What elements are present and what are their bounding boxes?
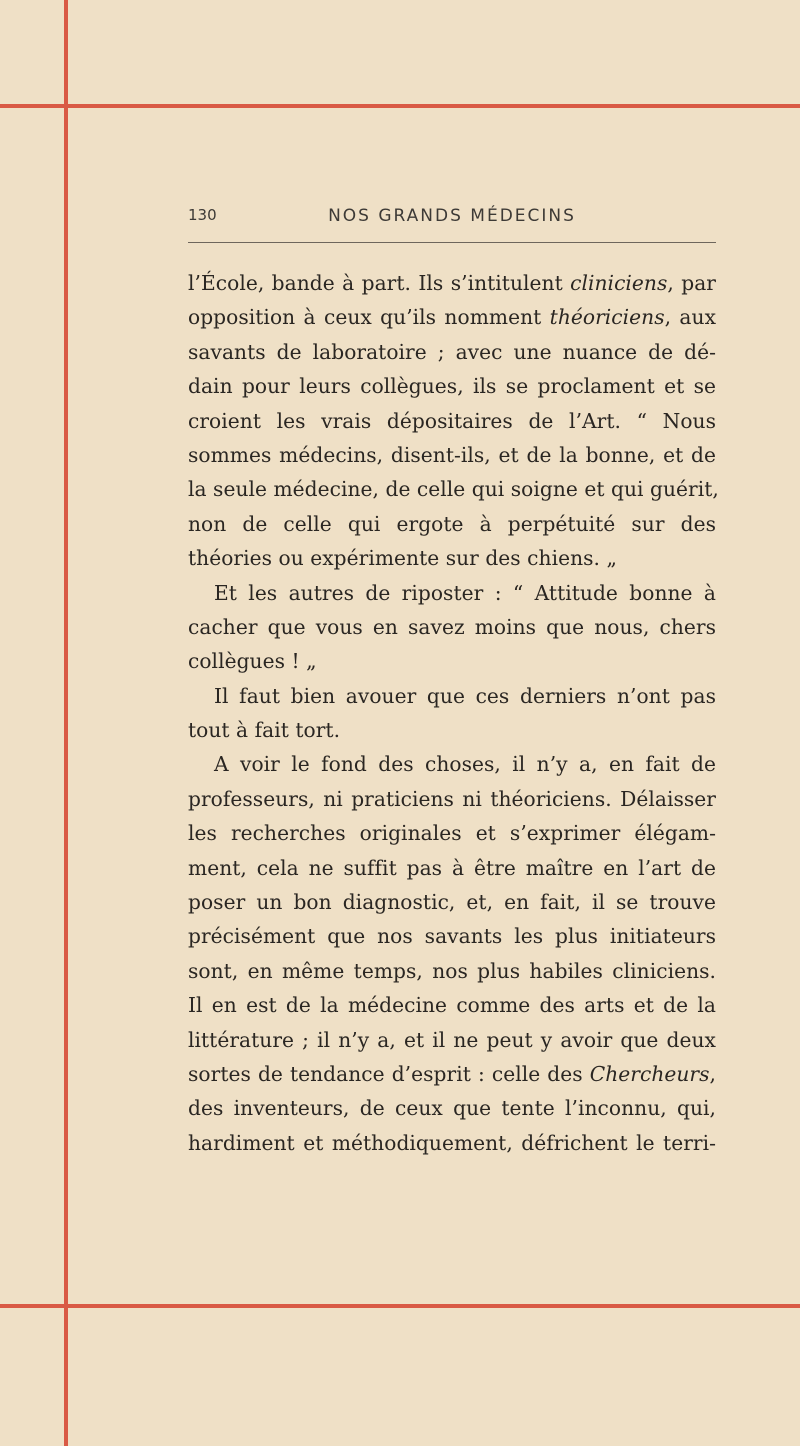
text-line-content: théories ou expérimente sur des chiens. „ bbox=[188, 546, 617, 571]
text-line-content: poser un bon diagnostic, et, en fait, il se trouve bbox=[188, 890, 716, 915]
left-red-rule bbox=[64, 0, 68, 1446]
italic-term: Chercheurs bbox=[589, 1061, 710, 1086]
text-line-content: sommes médecins, disent-ils, et de la bonne, et de bbox=[188, 442, 716, 467]
text-line bbox=[188, 438, 716, 472]
text-line bbox=[188, 885, 716, 919]
text-line-content: Il en est de la médecine comme des arts et de la bbox=[188, 993, 716, 1018]
text-line bbox=[188, 472, 719, 506]
text-line-content: Et les autres de riposter : “ Attitude bonne à bbox=[214, 580, 716, 605]
text-line bbox=[188, 747, 716, 781]
italic-term: théoriciens bbox=[549, 305, 665, 330]
text-line bbox=[188, 300, 716, 334]
text-line-content: non de celle qui ergote à perpétuité sur des bbox=[188, 511, 716, 536]
italic-term: cliniciens bbox=[570, 271, 668, 295]
text-line-content: collègues ! „ bbox=[188, 649, 317, 674]
text-line bbox=[188, 369, 716, 403]
text-line-content: sont, en même temps, nos plus habiles cliniciens. bbox=[188, 958, 716, 983]
text-line bbox=[188, 576, 716, 610]
text-line bbox=[188, 266, 716, 300]
page-header bbox=[188, 206, 716, 238]
text-line bbox=[188, 954, 716, 988]
text-line-tail: , par bbox=[667, 271, 717, 295]
text-line-content: A voir le fond des choses, il n’y a, en fait de bbox=[214, 752, 716, 777]
text-line bbox=[188, 404, 716, 438]
text-line bbox=[188, 644, 716, 678]
running-title: NOS GRANDS MÉDECINS bbox=[328, 206, 576, 226]
text-line-content: dain pour leurs collègues, ils se proclament et se bbox=[188, 374, 716, 399]
text-line-content: savants de laboratoire ; avec une nuance de dé- bbox=[188, 339, 716, 364]
header-rule bbox=[188, 242, 716, 243]
text-line-content: Il faut bien avouer que ces derniers n’ont pas bbox=[214, 683, 716, 708]
text-line bbox=[188, 610, 716, 644]
text-line bbox=[188, 335, 716, 369]
page-number: 130 bbox=[188, 206, 217, 224]
body-text bbox=[188, 266, 719, 1160]
bottom-red-rule bbox=[0, 1304, 800, 1308]
text-line-content: hardiment et méthodiquement, défrichent le terri- bbox=[188, 1130, 716, 1155]
text-line-content: les recherches originales et s’exprimer élégam- bbox=[188, 821, 716, 846]
text-line-tail: , bbox=[709, 1061, 716, 1086]
text-line-content: des inventeurs, de ceux que tente l’inconnu, qui, bbox=[188, 1096, 716, 1121]
text-line bbox=[188, 541, 716, 575]
text-line bbox=[188, 851, 716, 885]
text-line-content: l’École, bande à part. Ils s’intitulent bbox=[188, 271, 563, 295]
text-line bbox=[188, 782, 716, 816]
text-line-content: professeurs, ni praticiens ni théoriciens. Délaisser bbox=[188, 786, 716, 811]
text-line bbox=[188, 1023, 716, 1057]
text-line-content: sortes de tendance d’esprit : celle des bbox=[188, 1061, 583, 1086]
top-red-rule bbox=[0, 104, 800, 108]
text-line-content: croient les vrais dépositaires de l’Art. “ Nous bbox=[188, 408, 716, 433]
text-line-content: la seule médecine, de celle qui soigne et qui guérit, bbox=[188, 477, 719, 502]
text-line bbox=[188, 1126, 716, 1160]
text-line bbox=[188, 1091, 716, 1125]
text-line-tail: , aux bbox=[664, 305, 716, 330]
text-line-content: opposition à ceux qu’ils nomment bbox=[188, 305, 542, 330]
text-line-content: littérature ; il n’y a, et il ne peut y avoir que deux bbox=[188, 1027, 716, 1052]
text-line-content: cacher que vous en savez moins que nous, chers bbox=[188, 614, 716, 639]
text-line bbox=[188, 816, 716, 850]
text-line bbox=[188, 679, 716, 713]
text-line bbox=[188, 1057, 716, 1091]
text-line-content: précisément que nos savants les plus initiateurs bbox=[188, 924, 716, 949]
text-line bbox=[188, 919, 716, 953]
text-line bbox=[188, 507, 716, 541]
text-line bbox=[188, 988, 716, 1022]
text-line bbox=[188, 713, 716, 747]
text-line-content: tout à fait tort. bbox=[188, 718, 341, 743]
text-line-content: ment, cela ne suffit pas à être maître en l’art de bbox=[188, 855, 716, 880]
